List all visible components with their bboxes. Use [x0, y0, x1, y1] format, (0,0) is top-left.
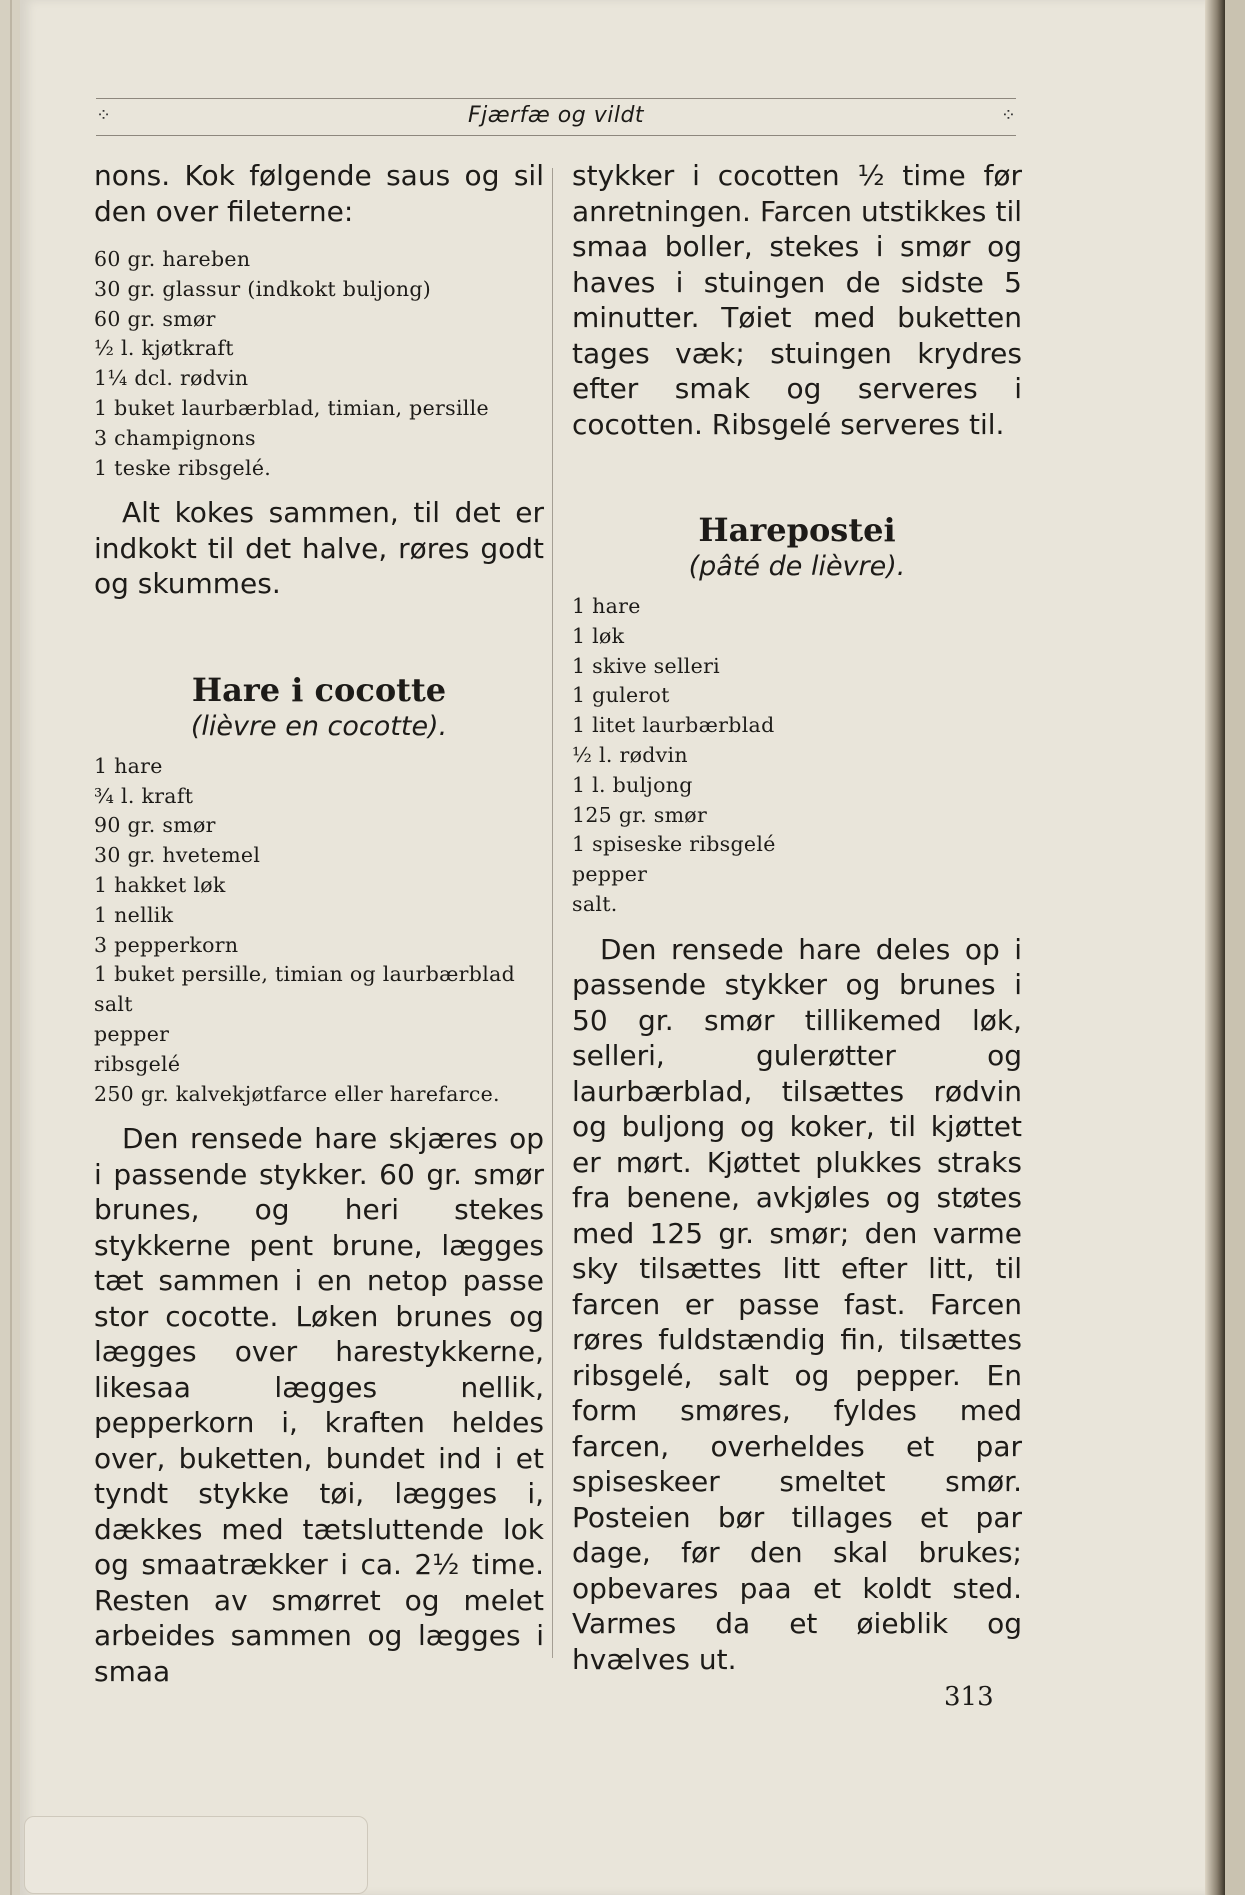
- list-item: 250 gr. kalvekjøtfarce eller harefarce.: [94, 1081, 500, 1106]
- list-item: 60 gr. smør: [94, 306, 216, 331]
- sauce-ingredient-list: [94, 245, 544, 483]
- recipe-method: Den rensede hare deles op i passende stykker og brunes i 50 gr. smør tillikemed løk, selleri, gulerøtter og laurbærblad, tilsættes rødvin og buljong og koker, til kjøttet er mørt. Kjøttet plukkes straks fra benene, avkjøles og støtes med 125 gr. smør; den varme sky tilsættes litt efter litt, til farcen er passe fast. Farcen røres fuldstændig fin, tilsættes ribsgelé, salt og pepper. En form smøres, fyldes med farcen, overheldes et par spiseskeer smeltet smør. Posteien bør tillages et par dage, før den skal brukes; opbevares paa et koldt sted. Varmes da et øieblik og hvælves ut.: [572, 932, 1022, 1676]
- list-item: 30 gr. hvetemel: [94, 843, 261, 868]
- list-item: 1 buket laurbærblad, timian, persille: [94, 395, 489, 420]
- list-item: 125 gr. smør: [572, 802, 708, 827]
- page-corner-tab: [24, 1816, 368, 1894]
- list-item: 1 spiseske ribsgelé: [572, 832, 776, 857]
- list-item: 3 champignons: [94, 425, 256, 450]
- list-item: 1 litet laurbærblad: [572, 713, 775, 738]
- column-divider: [552, 168, 553, 1658]
- list-item: ½ l. rødvin: [572, 742, 688, 767]
- right-column: [572, 158, 1022, 1677]
- left-column: [94, 158, 544, 1689]
- list-item: salt.: [572, 891, 618, 916]
- book-spine: [0, 0, 21, 1895]
- recipe-method: Den rensede hare skjæres op i passende stykker. 60 gr. smør brunes, og heri stekes stykkerne pent brune, lægges tæt sammen i en netop passe stor cocotte. Løken brunes og lægges over harestykkerne, likesaa lægges nellik, pepperkorn i, kraften heldes over, buketten, bundet ind i et tyndt stykke tøi, lægges i, dækkes med tætsluttende lok og smaatrækker i ca. 2½ time. Resten av smørret og melet arbeides sammen og lægges i smaa: [94, 1122, 544, 1688]
- list-item: ribsgelé: [94, 1051, 181, 1076]
- list-item: ¾ l. kraft: [94, 783, 194, 808]
- list-item: 1 l. buljong: [572, 772, 693, 797]
- list-item: 1 buket persille, timian og laurbærblad: [94, 962, 516, 987]
- running-header: [96, 98, 1016, 136]
- intro-paragraph: nons. Kok følgende saus og sil den over fileterne:: [94, 159, 544, 228]
- list-item: 1 skive selleri: [572, 653, 721, 678]
- running-title: Fjærfæ og vildt: [467, 103, 645, 128]
- recipe-subtitle: (lièvre en cocotte).: [190, 710, 448, 742]
- list-item: pepper: [94, 1022, 170, 1047]
- spine-line: [10, 0, 12, 1895]
- recipe-title: Hare i cocotte: [191, 670, 447, 709]
- list-item: ½ l. kjøtkraft: [94, 336, 234, 361]
- list-item: 1 nellik: [94, 902, 174, 927]
- list-item: 1 hakket løk: [94, 873, 226, 898]
- list-item: 1¼ dcl. rødvin: [94, 366, 249, 391]
- list-item: 30 gr. glassur (indkokt buljong): [94, 276, 432, 301]
- list-item: 1 gulerot: [572, 683, 670, 708]
- list-item: salt: [94, 992, 133, 1017]
- ornament-left: ⁘: [96, 105, 112, 126]
- list-item: 1 løk: [572, 623, 625, 648]
- continuation-paragraph: stykker i cocotten ½ time før anretningen. Farcen utstikkes til smaa boller, stekes i smør og haves i stuingen de sidste 5 minutter. Tøiet med buketten tages væk; stuingen krydres efter smak og serveres i cocotten. Ribsgelé serveres til.: [572, 159, 1022, 441]
- ornament-right: ⁘: [1000, 105, 1016, 126]
- list-item: 90 gr. smør: [94, 813, 216, 838]
- list-item: 1 teske ribsgelé.: [94, 455, 272, 480]
- list-item: pepper: [572, 862, 648, 887]
- list-item: 3 pepperkorn: [94, 932, 239, 957]
- page-number: 313: [944, 1682, 994, 1712]
- list-item: 1 hare: [94, 753, 163, 778]
- page-right-edge: [1205, 0, 1225, 1895]
- list-item: 60 gr. hareben: [94, 247, 251, 271]
- sauce-method: Alt kokes sammen, til det er indkokt til det halve, røres godt og skummes.: [94, 496, 544, 601]
- recipe-subtitle: (pâté de lièvre).: [688, 551, 906, 582]
- ingredient-list: [94, 752, 544, 1110]
- recipe-title: Harepostei: [698, 511, 896, 549]
- list-item: 1 hare: [572, 594, 641, 618]
- ingredient-list: [572, 592, 1022, 920]
